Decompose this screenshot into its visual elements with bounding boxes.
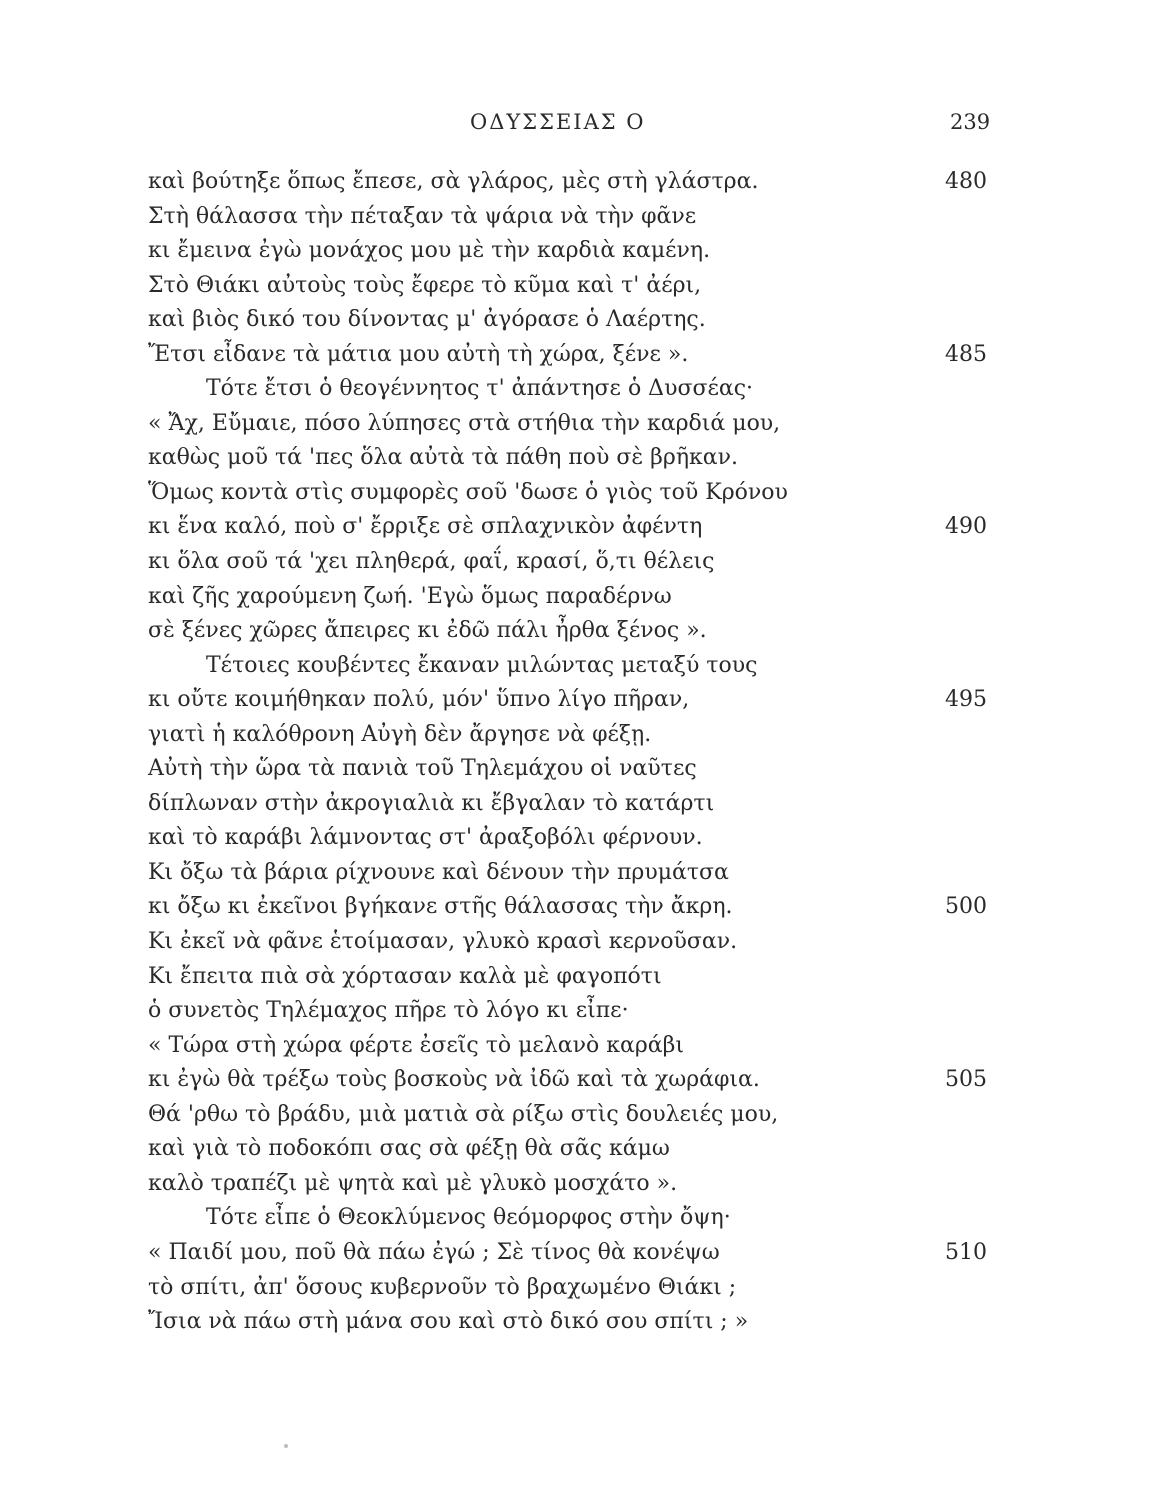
verse-line (148, 1132, 1008, 1167)
verse-line (148, 407, 1008, 442)
verse-text: Ἴσια νὰ πάω στὴ μάνα σου καὶ στὸ δικό σου σπίτι ; » (148, 1309, 749, 1335)
verse-line (148, 545, 1008, 580)
verse-line (148, 925, 1008, 960)
line-number: 500 (945, 894, 987, 920)
verse-text: Στὸ Θιάκι αὐτοὺς τοὺς ἔφερε τὸ κῦμα καὶ τ' ἀέρι, (148, 272, 702, 298)
verse-line (148, 752, 1008, 787)
verse-line (148, 856, 1008, 891)
verse-text: Τότε εἶπε ὁ Θεοκλύμενος θεόμορφος στὴν ὄψη· (206, 1205, 731, 1231)
verse-text: Ἔτσι εἶδανε τὰ μάτια μου αὐτὴ τὴ χώρα, ξένε ». (148, 341, 689, 367)
verse-text: κι ὅλα σοῦ τά 'χει πληθερά, φαΐ, κρασί, ὅ,τι θέλεις (148, 549, 715, 575)
verse-line (148, 787, 1008, 822)
verse-text: καὶ βιὸς δικό του δίνοντας μ' ἀγόρασε ὁ Λαέρτης. (148, 307, 706, 333)
verse-text: κι ἔμεινα ἐγὼ μονάχος μου μὲ τὴν καρδιὰ καμένη. (148, 238, 711, 264)
verse-line (148, 580, 1008, 615)
verse-text: Στὴ θάλασσα τὴν πέταξαν τὰ ψάρια νὰ τὴν φᾶνε (148, 203, 697, 229)
verse-line (148, 960, 1008, 995)
verse-text: καὶ τὸ καράβι λάμνοντας στ' ἀραξοβόλι φέρνουν. (148, 825, 703, 851)
running-head (0, 110, 1154, 140)
verse-line (148, 890, 1008, 925)
verse-text: « Ἄχ, Εὔμαιε, πόσο λύπησες στὰ στήθια τὴν καρδιά μου, (148, 410, 781, 436)
line-number: 495 (945, 687, 987, 713)
verse-line (148, 1236, 1008, 1271)
verse-line (148, 510, 1008, 545)
verse-line (148, 200, 1008, 235)
verse-line (148, 821, 1008, 856)
verse-text: Τέτοιες κουβέντες ἔκαναν μιλώντας μεταξύ τους (206, 652, 758, 678)
verse-text: Κι ἔπειτα πιὰ σὰ χόρτασαν καλὰ μὲ φαγοπότι (148, 963, 662, 989)
verse-line (148, 1098, 1008, 1133)
verse-line (148, 1167, 1008, 1202)
running-title: ΟΔΥΣΣΕΙΑΣ Ο (470, 110, 646, 134)
verse-text: κι ὄξω κι ἐκεῖνοι βγήκανε στῆς θάλασσας τὴν ἄκρη. (148, 894, 733, 920)
verse-block (148, 165, 1008, 1340)
verse-line (148, 1201, 1008, 1236)
verse-line (148, 303, 1008, 338)
verse-text: Ὅμως κοντὰ στὶς συμφορὲς σοῦ 'δωσε ὁ γιὸς τοῦ Κρόνου (148, 479, 788, 505)
verse-line (148, 476, 1008, 511)
verse-text: καλὸ τραπέζι μὲ ψητὰ καὶ μὲ γλυκὸ μοσχάτο ». (148, 1170, 678, 1196)
verse-line (148, 165, 1008, 200)
verse-text: Κι ἐκεῖ νὰ φᾶνε ἑτοίμασαν, γλυκὸ κρασὶ κερνοῦσαν. (148, 929, 738, 955)
verse-line (148, 683, 1008, 718)
verse-line (148, 1305, 1008, 1340)
verse-line (148, 649, 1008, 684)
verse-text: Θά 'ρθω τὸ βράδυ, μιὰ ματιὰ σὰ ρίξω στὶς δουλειές μου, (148, 1101, 779, 1127)
line-number: 490 (945, 514, 987, 540)
line-number: 510 (945, 1239, 987, 1265)
line-number: 485 (945, 341, 987, 367)
verse-text: κι οὔτε κοιμήθηκαν πολύ, μόν' ὕπνο λίγο πῆραν, (148, 687, 690, 713)
verse-line (148, 269, 1008, 304)
verse-text: ὁ συνετὸς Τηλέμαχος πῆρε τὸ λόγο κι εἶπε· (148, 998, 629, 1024)
verse-line (148, 994, 1008, 1029)
verse-text: γιατὶ ἡ καλόθρονη Αὐγὴ δὲν ἄργησε νὰ φέξῃ. (148, 721, 652, 747)
verse-text: κι ἐγὼ θὰ τρέξω τοὺς βοσκοὺς νὰ ἰδῶ καὶ τὰ χωράφια. (148, 1067, 760, 1093)
verse-text: Αὐτὴ τὴν ὥρα τὰ πανιὰ τοῦ Τηλεμάχου οἱ ναῦτες (148, 756, 697, 782)
verse-text: καὶ ζῆς χαρούμενη ζωή. 'Εγὼ ὅμως παραδέρνω (148, 583, 672, 609)
verse-line (148, 1063, 1008, 1098)
verse-text: Τότε ἔτσι ὁ θεογέννητος τ' ἀπάντησε ὁ Δυσσέας· (206, 376, 754, 402)
verse-line (148, 718, 1008, 753)
verse-line (148, 441, 1008, 476)
verse-line (148, 234, 1008, 269)
verse-text: σὲ ξένες χῶρες ἄπειρες κι ἐδῶ πάλι ἦρθα ξένος ». (148, 618, 707, 644)
verse-line (148, 338, 1008, 373)
verse-line (148, 1271, 1008, 1306)
line-number: 480 (945, 169, 987, 194)
verse-text: « Τώρα στὴ χώρα φέρτε ἐσεῖς τὸ μελανὸ καράβι (148, 1032, 684, 1058)
verse-line (148, 614, 1008, 649)
page-number: 239 (950, 110, 991, 134)
verse-line (148, 1029, 1008, 1064)
verse-line (148, 372, 1008, 407)
verse-text: καθὼς μοῦ τά 'πες ὅλα αὐτὰ τὰ πάθη ποὺ σὲ βρῆκαν. (148, 445, 738, 471)
verse-text: δίπλωναν στὴν ἀκρογιαλιὰ κι ἔβγαλαν τὸ κατάρτι (148, 790, 715, 816)
verse-text: καὶ γιὰ τὸ ποδοκόπι σας σὰ φέξῃ θὰ σᾶς κάμω (148, 1136, 670, 1162)
line-number: 505 (945, 1067, 987, 1093)
verse-text: τὸ σπίτι, ἀπ' ὅσους κυβερνοῦν τὸ βραχωμένο Θιάκι ; (148, 1274, 737, 1300)
verse-text: « Παιδί μου, ποῦ θὰ πάω ἐγώ ; Σὲ τίνος θὰ κονέψω (148, 1239, 720, 1265)
verse-text: Κι ὄξω τὰ βάρια ρίχνουνε καὶ δένουν τὴν πρυμάτσα (148, 859, 729, 885)
verse-text: καὶ βούτηξε ὅπως ἔπεσε, σὰ γλάρος, μὲς στὴ γλάστρα. (148, 169, 759, 194)
verse-text: κι ἕνα καλό, ποὺ σ' ἔρριξε σὲ σπλαχνικὸν ἀφέντη (148, 514, 703, 540)
paper-speck (284, 1444, 288, 1448)
